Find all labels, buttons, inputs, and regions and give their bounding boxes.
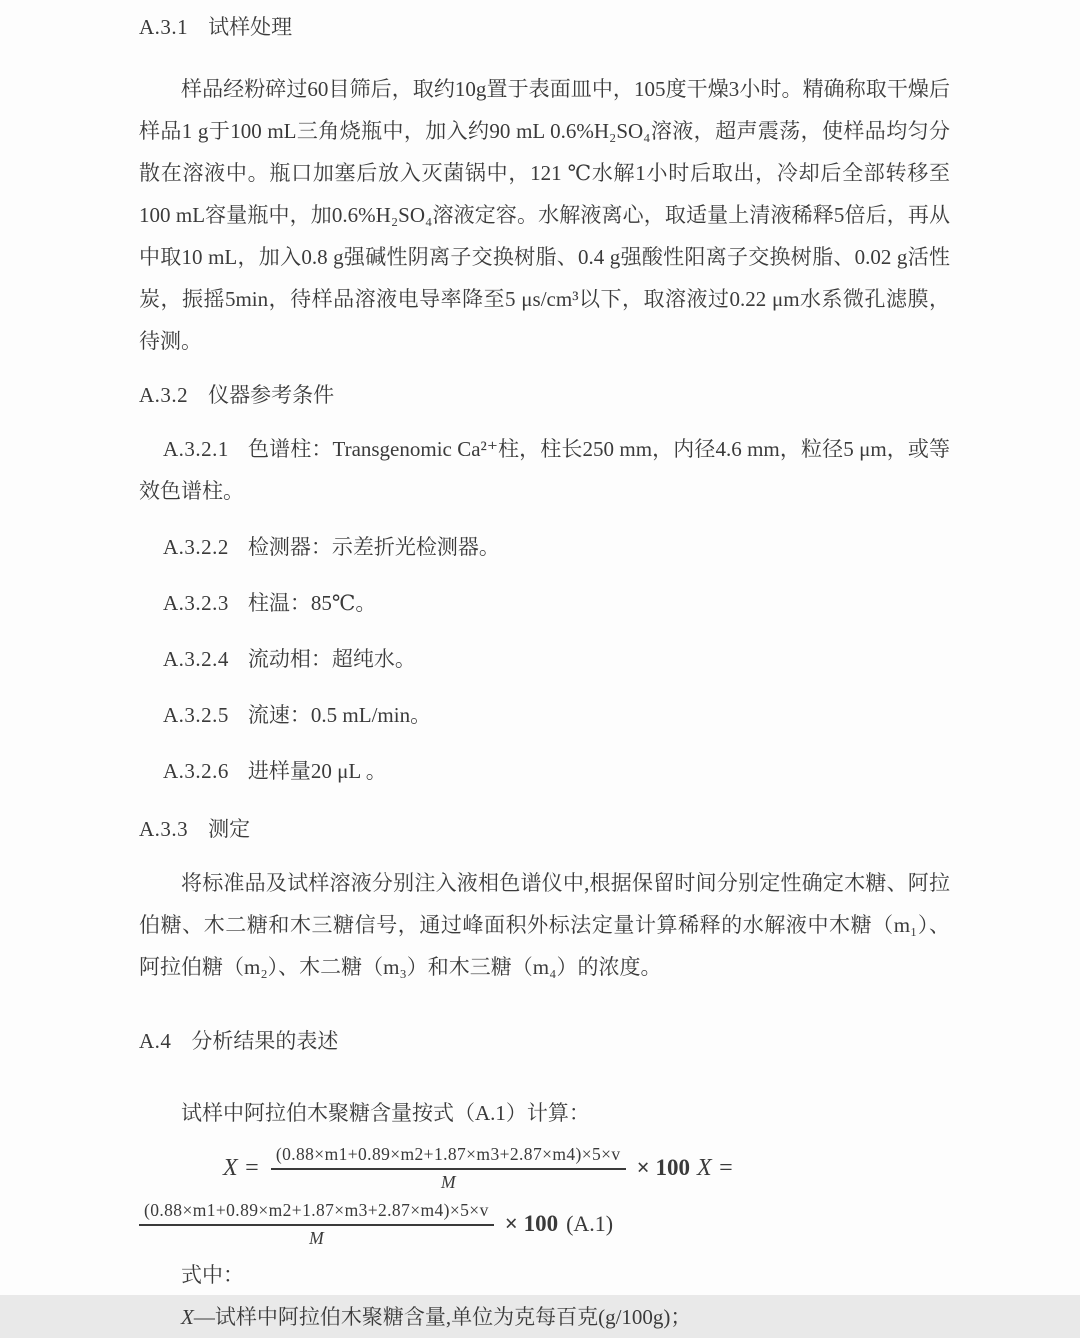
formula-lhs-variable: X = [223,1154,260,1181]
formula-denominator: M [440,1171,456,1192]
clause-item-a3325 [139,694,950,736]
clause-number: A.3.2.6 [163,759,229,783]
formula-fraction [139,1200,494,1249]
where-label: 式中： [181,1263,244,1287]
clause-text: 流速：0.5 mL/min。 [247,703,432,727]
formula-a1-line2 [139,1196,950,1252]
clause-number: A.3.2.2 [163,535,229,559]
clause-text: 柱温：85℃。 [247,591,377,615]
where-description: —试样中阿拉伯木聚糖含量,单位为克每百克(g/100g)； [193,1305,692,1329]
section-number: A.4 [139,1029,172,1053]
clause-item-a3324 [139,638,950,680]
clause-text: 检测器：示差折光检测器。 [247,535,500,559]
formula-equation-label: (A.1) [566,1211,614,1236]
paragraph-determination: 将标准品及试样溶液分别注入液相色谱仪中,根据保留时间分别定性确定木糖、阿拉伯糖、木二糖和木三糖信号，通过峰面积外标法定量计算稀释的水解液中木糖（m₁）、阿拉伯糖（m₂）、木二糖（m₃）和木三糖（m₄）的浓度。 [139,871,950,979]
clause-text: 进样量20 μL 。 [247,759,387,783]
clause-number: A.3.2.4 [163,647,229,671]
clause-number: A.3.2.1 [163,437,229,461]
section-number: A.3.3 [139,817,189,841]
clause-item-a3322 [139,526,950,568]
clause-item-a3323 [139,582,950,624]
section-number: A.3.1 [139,15,189,39]
section-heading-a4 [139,1020,950,1062]
paragraph-formula-intro: 试样中阿拉伯木聚糖含量按式（A.1）计算： [181,1101,590,1125]
formula-multiplier: × 100 [636,1155,690,1180]
clause-number: A.3.2.3 [163,591,229,615]
formula-trailing-variable: X = [696,1154,734,1181]
clause-text: 流动相：超纯水。 [247,647,416,671]
formula-numerator: (0.88×m1+0.89×m2+1.87×m3+2.87×m4)×5×v [271,1144,626,1170]
formula-a1-line1 [223,1140,950,1196]
section-title: 分析结果的表述 [191,1029,339,1053]
formula-multiplier: × 100 [504,1211,559,1236]
clause-item-a3321 [139,428,950,512]
paragraph-sample-treatment: 样品经粉碎过60目筛后，取约10g置于表面皿中，105度干燥3小时。精确称取干燥后样品1 g于100 mL三角烧瓶中，加入约90 mL 0.6%H₂SO₄溶液，超声震荡，使样品均匀分散在溶液中。瓶口加塞后放入灭菌锅中，121 ℃水解1小时后取出，冷却后全部转移至100 mL容量瓶中，加0.6%H₂SO₄溶液定容。水解液离心，取适量上清液稀释5倍后，再从中取10 mL，加入0.8 g强碱性阴离子交换树脂、0.4 g强酸性阳离子交换树脂、0.02 g活性炭，振摇5min，待样品溶液电导率降至5 μs/cm³以下，取溶液过0.22 μm水系微孔滤膜，待测。 [139,77,950,353]
section-heading-a333 [139,808,950,850]
clause-number: A.3.2.5 [163,703,229,727]
section-title: 测定 [208,817,251,841]
formula-numerator: (0.88×m1+0.89×m2+1.87×m3+2.87×m4)×5×v [139,1200,494,1226]
clause-item-a3326 [139,750,950,792]
document-content [139,4,950,1338]
section-title: 仪器参考条件 [208,383,335,407]
section-number: A.3.2 [139,383,189,407]
formula-fraction [271,1144,626,1193]
where-definition-x [139,1296,950,1338]
section-heading-a331 [139,6,950,48]
formula-denominator: M [309,1227,324,1248]
where-variable: X [181,1305,194,1329]
section-title: 试样处理 [208,15,293,39]
clause-text: 色谱柱：Transgenomic Ca²⁺柱，柱长250 mm，内径4.6 mm，粒径5 μm，或等效色谱柱。 [139,437,950,503]
section-heading-a332 [139,374,950,416]
